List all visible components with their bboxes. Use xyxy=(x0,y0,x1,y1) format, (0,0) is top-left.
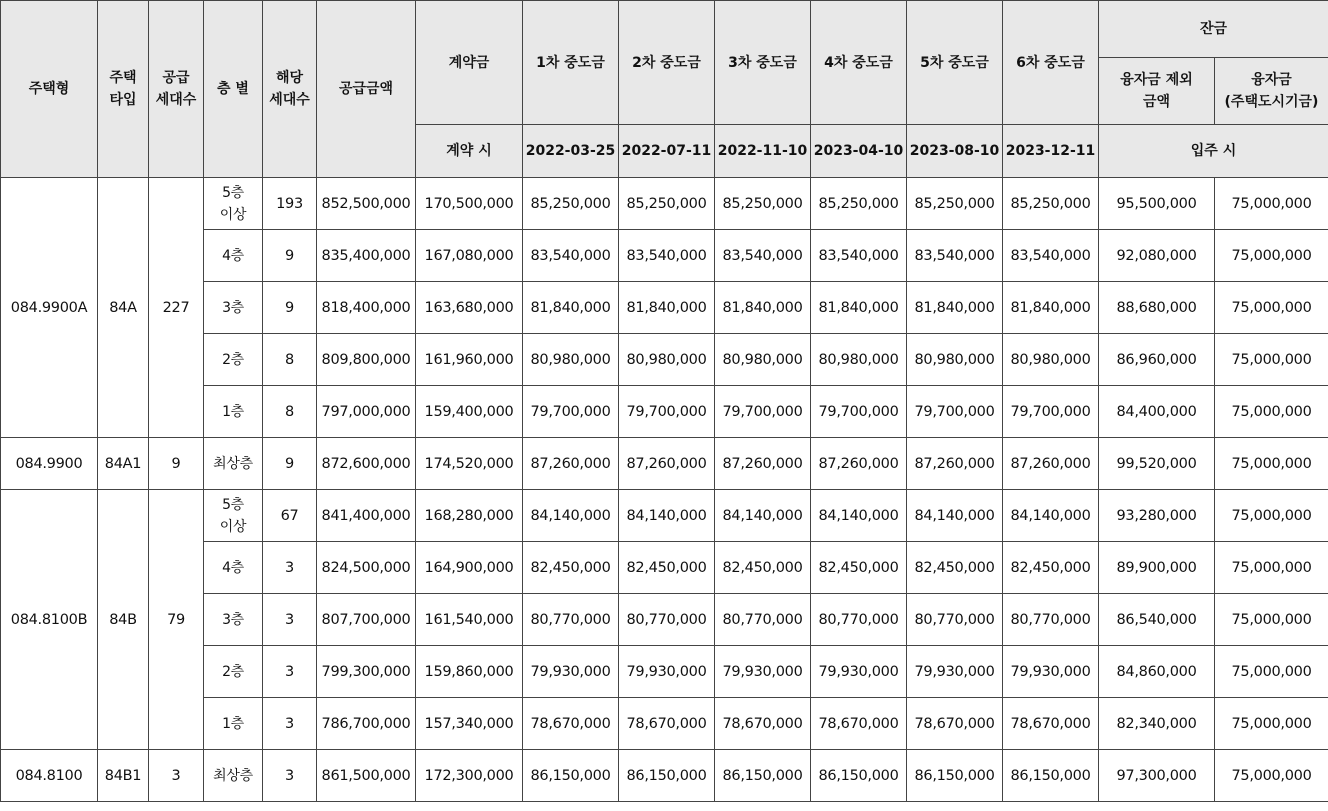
header-interim-date: 2023-04-10 xyxy=(811,125,907,178)
cell-interim-payment: 81,840,000 xyxy=(1003,282,1099,334)
cell-interim-payment: 80,980,000 xyxy=(907,334,1003,386)
cell-supply-units: 9 xyxy=(149,438,204,490)
cell-units: 3 xyxy=(263,750,317,802)
cell-balance-loan: 75,000,000 xyxy=(1215,646,1328,698)
cell-interim-payment: 87,260,000 xyxy=(811,438,907,490)
cell-housing-type: 084.8100 xyxy=(1,750,98,802)
cell-units: 193 xyxy=(263,178,317,230)
cell-interim-payment: 86,150,000 xyxy=(619,750,715,802)
floor-label: 이상 xyxy=(219,518,247,535)
cell-balance-loan: 75,000,000 xyxy=(1215,282,1328,334)
cell-interim-payment: 87,260,000 xyxy=(907,438,1003,490)
header-balance-excl-loan: 융자금 제외 금액 xyxy=(1099,58,1215,125)
cell-units: 3 xyxy=(263,542,317,594)
cell-interim-payment: 79,700,000 xyxy=(715,386,811,438)
cell-balance-excl-loan: 95,500,000 xyxy=(1099,178,1215,230)
table-row xyxy=(1,178,1328,230)
cell-interim-payment: 83,540,000 xyxy=(715,230,811,282)
cell-balance-excl-loan: 82,340,000 xyxy=(1099,698,1215,750)
cell-interim-payment: 82,450,000 xyxy=(715,542,811,594)
cell-interim-payment: 83,540,000 xyxy=(811,230,907,282)
cell-supply-price: 809,800,000 xyxy=(317,334,416,386)
header-interim-date: 2022-11-10 xyxy=(715,125,811,178)
table-row xyxy=(1,438,1328,490)
cell-interim-payment: 85,250,000 xyxy=(523,178,619,230)
cell-floor xyxy=(204,282,263,334)
cell-housing-type: 084.9900A xyxy=(1,178,98,438)
header-balance-loan: 융자금 (주택도시기금) xyxy=(1215,58,1328,125)
cell-interim-payment: 80,980,000 xyxy=(523,334,619,386)
cell-units: 9 xyxy=(263,230,317,282)
cell-floor xyxy=(204,334,263,386)
cell-units: 8 xyxy=(263,386,317,438)
cell-balance-excl-loan: 89,900,000 xyxy=(1099,542,1215,594)
cell-balance-loan: 75,000,000 xyxy=(1215,594,1328,646)
cell-supply-units: 79 xyxy=(149,490,204,750)
cell-interim-payment: 84,140,000 xyxy=(715,490,811,542)
cell-balance-loan: 75,000,000 xyxy=(1215,490,1328,542)
cell-interim-payment: 82,450,000 xyxy=(619,542,715,594)
cell-balance-loan: 75,000,000 xyxy=(1215,386,1328,438)
cell-floor xyxy=(204,490,263,542)
header-interim-3: 3차 중도금 xyxy=(715,1,811,125)
table-row xyxy=(1,490,1328,542)
cell-interim-payment: 78,670,000 xyxy=(811,698,907,750)
cell-supply-units: 3 xyxy=(149,750,204,802)
cell-balance-excl-loan: 88,680,000 xyxy=(1099,282,1215,334)
cell-units: 3 xyxy=(263,698,317,750)
floor-label: 5층 xyxy=(222,184,244,201)
cell-interim-payment: 82,450,000 xyxy=(523,542,619,594)
cell-balance-excl-loan: 97,300,000 xyxy=(1099,750,1215,802)
header-deposit: 계약금 xyxy=(416,1,523,125)
cell-interim-payment: 78,670,000 xyxy=(619,698,715,750)
cell-interim-payment: 80,980,000 xyxy=(1003,334,1099,386)
table-header xyxy=(1,1,1328,178)
cell-balance-excl-loan: 84,400,000 xyxy=(1099,386,1215,438)
cell-deposit: 163,680,000 xyxy=(416,282,523,334)
cell-balance-excl-loan: 93,280,000 xyxy=(1099,490,1215,542)
cell-interim-payment: 85,250,000 xyxy=(811,178,907,230)
cell-interim-payment: 79,930,000 xyxy=(811,646,907,698)
floor-label: 1층 xyxy=(222,403,244,420)
cell-supply-price: 824,500,000 xyxy=(317,542,416,594)
cell-balance-loan: 75,000,000 xyxy=(1215,750,1328,802)
floor-label: 4층 xyxy=(222,247,244,264)
cell-house-type: 84B1 xyxy=(98,750,149,802)
floor-label: 5층 xyxy=(222,496,244,513)
table-row xyxy=(1,750,1328,802)
cell-units: 9 xyxy=(263,438,317,490)
header-housing-type: 주택형 xyxy=(1,1,98,178)
cell-interim-payment: 80,770,000 xyxy=(523,594,619,646)
cell-balance-loan: 75,000,000 xyxy=(1215,438,1328,490)
cell-interim-payment: 83,540,000 xyxy=(619,230,715,282)
cell-interim-payment: 84,140,000 xyxy=(907,490,1003,542)
cell-interim-payment: 86,150,000 xyxy=(1003,750,1099,802)
cell-interim-payment: 80,980,000 xyxy=(811,334,907,386)
cell-units: 67 xyxy=(263,490,317,542)
cell-deposit: 167,080,000 xyxy=(416,230,523,282)
cell-supply-price: 872,600,000 xyxy=(317,438,416,490)
header-interim-6: 6차 중도금 xyxy=(1003,1,1099,125)
table-body xyxy=(1,178,1328,802)
header-interim-5: 5차 중도금 xyxy=(907,1,1003,125)
cell-interim-payment: 81,840,000 xyxy=(907,282,1003,334)
cell-interim-payment: 80,770,000 xyxy=(619,594,715,646)
cell-supply-units: 227 xyxy=(149,178,204,438)
cell-supply-price: 835,400,000 xyxy=(317,230,416,282)
cell-floor xyxy=(204,594,263,646)
cell-balance-loan: 75,000,000 xyxy=(1215,178,1328,230)
floor-label: 2층 xyxy=(222,663,244,680)
cell-interim-payment: 85,250,000 xyxy=(907,178,1003,230)
cell-floor xyxy=(204,438,263,490)
cell-interim-payment: 86,150,000 xyxy=(715,750,811,802)
cell-interim-payment: 83,540,000 xyxy=(907,230,1003,282)
floor-label: 3층 xyxy=(222,611,244,628)
cell-interim-payment: 87,260,000 xyxy=(715,438,811,490)
header-interim-2: 2차 중도금 xyxy=(619,1,715,125)
floor-label: 최상층 xyxy=(213,767,253,784)
cell-interim-payment: 82,450,000 xyxy=(907,542,1003,594)
cell-interim-payment: 86,150,000 xyxy=(907,750,1003,802)
header-balance-date: 입주 시 xyxy=(1099,125,1328,178)
cell-supply-price: 807,700,000 xyxy=(317,594,416,646)
cell-interim-payment: 80,980,000 xyxy=(715,334,811,386)
header-applicable-units: 해당 세대수 xyxy=(263,1,317,178)
cell-interim-payment: 87,260,000 xyxy=(523,438,619,490)
cell-interim-payment: 84,140,000 xyxy=(523,490,619,542)
cell-deposit: 174,520,000 xyxy=(416,438,523,490)
cell-floor xyxy=(204,698,263,750)
cell-supply-price: 786,700,000 xyxy=(317,698,416,750)
cell-deposit: 157,340,000 xyxy=(416,698,523,750)
cell-supply-price: 818,400,000 xyxy=(317,282,416,334)
header-supply-price: 공급금액 xyxy=(317,1,416,178)
cell-housing-type: 084.9900 xyxy=(1,438,98,490)
cell-interim-payment: 80,770,000 xyxy=(907,594,1003,646)
header-interim-date: 2022-03-25 xyxy=(523,125,619,178)
cell-supply-price: 797,000,000 xyxy=(317,386,416,438)
cell-supply-price: 799,300,000 xyxy=(317,646,416,698)
header-interim-date: 2023-08-10 xyxy=(907,125,1003,178)
cell-interim-payment: 82,450,000 xyxy=(1003,542,1099,594)
cell-interim-payment: 81,840,000 xyxy=(523,282,619,334)
cell-units: 3 xyxy=(263,646,317,698)
cell-interim-payment: 81,840,000 xyxy=(715,282,811,334)
cell-balance-excl-loan: 84,860,000 xyxy=(1099,646,1215,698)
cell-balance-excl-loan: 99,520,000 xyxy=(1099,438,1215,490)
cell-interim-payment: 79,700,000 xyxy=(811,386,907,438)
cell-interim-payment: 86,150,000 xyxy=(811,750,907,802)
cell-deposit: 159,400,000 xyxy=(416,386,523,438)
cell-balance-loan: 75,000,000 xyxy=(1215,542,1328,594)
cell-interim-payment: 80,770,000 xyxy=(1003,594,1099,646)
cell-interim-payment: 83,540,000 xyxy=(523,230,619,282)
cell-housing-type: 084.8100B xyxy=(1,490,98,750)
cell-balance-excl-loan: 86,540,000 xyxy=(1099,594,1215,646)
cell-interim-payment: 81,840,000 xyxy=(619,282,715,334)
floor-label: 1층 xyxy=(222,715,244,732)
cell-interim-payment: 78,670,000 xyxy=(523,698,619,750)
cell-interim-payment: 79,930,000 xyxy=(619,646,715,698)
cell-interim-payment: 80,770,000 xyxy=(811,594,907,646)
cell-interim-payment: 87,260,000 xyxy=(619,438,715,490)
cell-interim-payment: 85,250,000 xyxy=(1003,178,1099,230)
cell-balance-loan: 75,000,000 xyxy=(1215,698,1328,750)
floor-label: 3층 xyxy=(222,299,244,316)
cell-deposit: 172,300,000 xyxy=(416,750,523,802)
cell-interim-payment: 79,930,000 xyxy=(715,646,811,698)
header-supply-units: 공급 세대수 xyxy=(149,1,204,178)
cell-balance-excl-loan: 86,960,000 xyxy=(1099,334,1215,386)
floor-label: 이상 xyxy=(219,206,247,223)
header-interim-4: 4차 중도금 xyxy=(811,1,907,125)
cell-interim-payment: 81,840,000 xyxy=(811,282,907,334)
cell-supply-price: 861,500,000 xyxy=(317,750,416,802)
floor-label: 최상층 xyxy=(213,455,253,472)
cell-units: 9 xyxy=(263,282,317,334)
header-house-type: 주택 타입 xyxy=(98,1,149,178)
cell-interim-payment: 79,930,000 xyxy=(1003,646,1099,698)
cell-house-type: 84A xyxy=(98,178,149,438)
header-deposit-date: 계약 시 xyxy=(416,125,523,178)
floor-label: 4층 xyxy=(222,559,244,576)
cell-deposit: 164,900,000 xyxy=(416,542,523,594)
cell-interim-payment: 86,150,000 xyxy=(523,750,619,802)
cell-interim-payment: 78,670,000 xyxy=(715,698,811,750)
cell-deposit: 170,500,000 xyxy=(416,178,523,230)
cell-interim-payment: 82,450,000 xyxy=(811,542,907,594)
cell-interim-payment: 84,140,000 xyxy=(1003,490,1099,542)
cell-balance-excl-loan: 92,080,000 xyxy=(1099,230,1215,282)
cell-interim-payment: 79,700,000 xyxy=(1003,386,1099,438)
header-floor: 층 별 xyxy=(204,1,263,178)
cell-floor xyxy=(204,178,263,230)
cell-interim-payment: 79,930,000 xyxy=(907,646,1003,698)
cell-deposit: 168,280,000 xyxy=(416,490,523,542)
cell-interim-payment: 78,670,000 xyxy=(1003,698,1099,750)
cell-interim-payment: 87,260,000 xyxy=(1003,438,1099,490)
header-interim-1: 1차 중도금 xyxy=(523,1,619,125)
cell-balance-loan: 75,000,000 xyxy=(1215,334,1328,386)
cell-deposit: 161,540,000 xyxy=(416,594,523,646)
cell-supply-price: 841,400,000 xyxy=(317,490,416,542)
cell-interim-payment: 84,140,000 xyxy=(619,490,715,542)
cell-interim-payment: 79,700,000 xyxy=(523,386,619,438)
cell-supply-price: 852,500,000 xyxy=(317,178,416,230)
cell-interim-payment: 79,700,000 xyxy=(907,386,1003,438)
cell-interim-payment: 83,540,000 xyxy=(1003,230,1099,282)
cell-interim-payment: 79,930,000 xyxy=(523,646,619,698)
cell-floor xyxy=(204,386,263,438)
cell-units: 3 xyxy=(263,594,317,646)
cell-interim-payment: 80,770,000 xyxy=(715,594,811,646)
cell-floor xyxy=(204,750,263,802)
cell-deposit: 159,860,000 xyxy=(416,646,523,698)
cell-interim-payment: 79,700,000 xyxy=(619,386,715,438)
cell-deposit: 161,960,000 xyxy=(416,334,523,386)
floor-label: 2층 xyxy=(222,351,244,368)
cell-interim-payment: 84,140,000 xyxy=(811,490,907,542)
cell-balance-loan: 75,000,000 xyxy=(1215,230,1328,282)
cell-floor xyxy=(204,230,263,282)
cell-interim-payment: 85,250,000 xyxy=(619,178,715,230)
cell-floor xyxy=(204,542,263,594)
cell-interim-payment: 85,250,000 xyxy=(715,178,811,230)
cell-interim-payment: 80,980,000 xyxy=(619,334,715,386)
header-interim-date: 2023-12-11 xyxy=(1003,125,1099,178)
header-interim-date: 2022-07-11 xyxy=(619,125,715,178)
cell-house-type: 84A1 xyxy=(98,438,149,490)
cell-units: 8 xyxy=(263,334,317,386)
header-balance: 잔금 xyxy=(1099,1,1328,58)
cell-interim-payment: 78,670,000 xyxy=(907,698,1003,750)
cell-house-type: 84B xyxy=(98,490,149,750)
cell-floor xyxy=(204,646,263,698)
